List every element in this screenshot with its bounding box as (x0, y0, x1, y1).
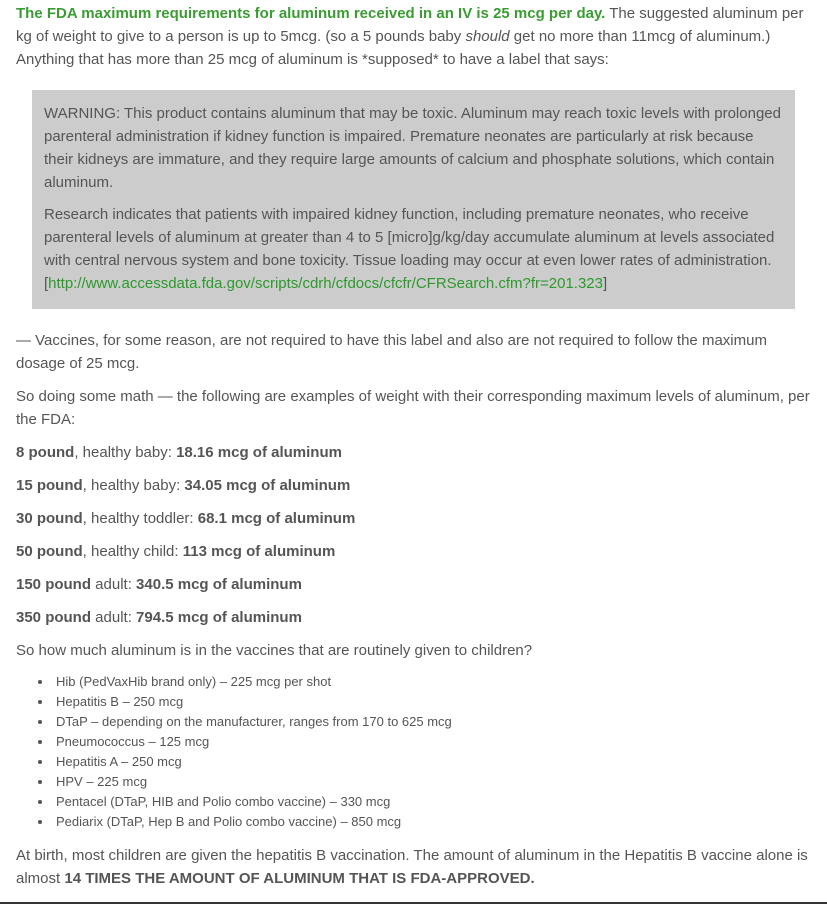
list-item: Pentacel (DTaP, HIB and Polio combo vaccine) – 330 mcg (56, 792, 811, 812)
warning-blockquote (32, 90, 795, 309)
list-item: Pneumococcus – 125 mcg (56, 732, 811, 752)
vaccines-note: — Vaccines, for some reason, are not required to have this label and also are not required to follow the maximum dosage of 25 mcg. (16, 332, 767, 372)
closing-text: At birth, most children are given the hepatitis B vaccination. The amount of aluminum in the Hepatitis B vaccine alone is almost (16, 847, 808, 887)
weight-amount: 68.1 mcg of aluminum (197, 510, 356, 527)
weight-desc: adult: (91, 609, 137, 626)
weight-row (16, 441, 811, 464)
list-item: HPV – 225 mcg (56, 772, 811, 792)
weight-label: 15 pound (16, 477, 83, 494)
weight-list (16, 441, 811, 629)
weight-desc: adult: (91, 576, 137, 593)
article-body (16, 2, 811, 890)
weight-row (16, 606, 811, 629)
warning-paragraph: WARNING: This product contains aluminum that may be toxic. Aluminum may reach toxic levels with prolonged parenteral administration if kidney function is impaired. Premature neonates are particularly at risk because their kidneys are immature, and they require large amounts of calcium and phosphate solutions, which contain aluminum. (44, 105, 781, 191)
intro-paragraph (16, 2, 811, 71)
weight-row (16, 474, 811, 497)
intro-text-1: The suggested aluminum per kg of weight to give to a person is up to 5mcg. (so a 5 pounds baby (16, 5, 804, 45)
list-item: Hib (PedVaxHib brand only) – 225 mcg per shot (56, 672, 811, 692)
closing-paragraph (16, 844, 811, 890)
weight-amount: 340.5 mcg of aluminum (136, 576, 302, 593)
list-item: Pediarix (DTaP, Hep B and Polio combo vaccine) – 850 mcg (56, 812, 811, 832)
math-intro: So doing some math — the following are examples of weight with their corresponding maximum levels of aluminum, per the FDA: (16, 388, 810, 428)
research-text-end: ] (603, 275, 608, 292)
weight-label: 150 pound (16, 576, 92, 593)
weight-row (16, 507, 811, 530)
weight-amount: 18.16 mcg of aluminum (176, 444, 342, 461)
vaccine-list (16, 672, 811, 832)
weight-label: 8 pound (16, 444, 75, 461)
fda-source-link[interactable]: http://www.accessdata.fda.gov/scripts/cdrh/cfdocs/cfcfr/CFRSearch.cfm?fr=201.323 (48, 275, 603, 292)
list-item: DTaP – depending on the manufacturer, ranges from 170 to 625 mcg (56, 712, 811, 732)
intro-italic: should (465, 28, 510, 45)
closing-emphasis: 14 TIMES THE AMOUNT OF ALUMINUM THAT IS FDA-APPROVED. (64, 870, 535, 887)
research-text: Research indicates that patients with impaired kidney function, including premature neonates, who receive parenteral levels of aluminum at greater than 4 to 5 [micro]g/kg/day accumulate aluminum at levels associated with central nervous system and bone toxicity. Tissue loading may occur at even lower rates of administration. [ (44, 206, 775, 292)
weight-desc: , healthy toddler: (82, 510, 198, 527)
list-item: Hepatitis B – 250 mcg (56, 692, 811, 712)
vaccine-question: So how much aluminum is in the vaccines that are routinely given to children? (16, 642, 533, 659)
weight-amount: 794.5 mcg of aluminum (136, 609, 302, 626)
weight-label: 350 pound (16, 609, 92, 626)
list-item: Hepatitis A – 250 mcg (56, 752, 811, 772)
weight-amount: 113 mcg of aluminum (182, 543, 336, 560)
weight-desc: , healthy child: (82, 543, 183, 560)
weight-row (16, 540, 811, 563)
weight-label: 30 pound (16, 510, 83, 527)
weight-desc: , healthy baby: (74, 444, 177, 461)
weight-amount: 34.05 mcg of aluminum (184, 477, 351, 494)
weight-label: 50 pound (16, 543, 83, 560)
weight-row (16, 573, 811, 596)
intro-text-2: get no more than 11mcg of aluminum.) Anything that has more than 25 mcg of aluminum is *supposed* to have a label that says: (16, 28, 771, 68)
research-paragraph (44, 203, 783, 295)
fda-limit-highlight: The FDA maximum requirements for aluminum received in an IV is 25 mcg per day. (16, 5, 606, 22)
weight-desc: , healthy baby: (82, 477, 185, 494)
